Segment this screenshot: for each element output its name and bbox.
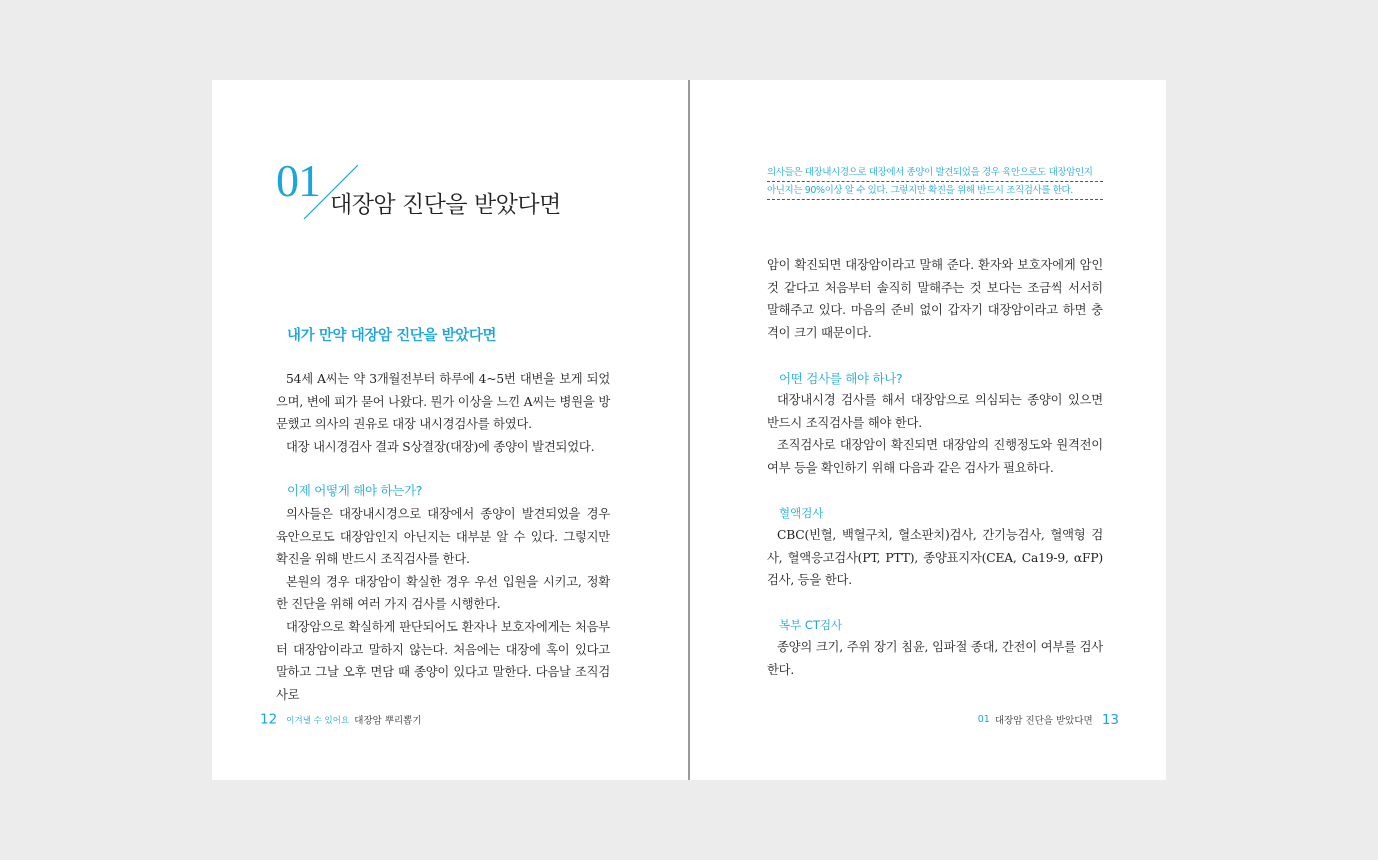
page-number: 12 — [260, 711, 278, 728]
subsection-title-blood-test: 혈액검사 — [779, 506, 824, 520]
paragraph: 본원의 경우 대장암이 확실한 경우 우선 입원을 시키고, 정확한 진단을 위해 여러 가지 검사를 시행한다. — [276, 574, 610, 612]
section2-body — [276, 503, 610, 706]
footer-book-title: 대장암 뿌리뽑기 — [354, 715, 422, 727]
subsection-title-ct-scan: 복부 CT검사 — [779, 618, 843, 632]
ct-scan-body — [767, 636, 1103, 681]
callout-box — [767, 164, 1103, 200]
paragraph: 조직검사로 대장암이 확진되면 대장암의 진행정도와 원격전이 여부 등을 확인하기 위해 다음과 같은 검사가 필요하다. — [767, 438, 1103, 475]
section-title-tests: 어떤 검사를 해야 하나? — [779, 371, 903, 386]
paragraph: 암이 확진되면 대장암이라고 말해 준다. 환자와 보호자에게 암인 것 같다고 처음부터 솔직히 말해주는 것 보다는 조금씩 서서히 말해주고 있다. 마음의 준비 없이 갑자기 대장암이라고 하면 충격이 크기 때문이다. — [767, 258, 1103, 340]
section-title-what-next: 이제 어떻게 해야 하는가? — [287, 483, 423, 498]
paragraph: 의사들은 대장내시경으로 대장에서 종양이 발견되었을 경우 육안으로도 대장암인지 아닌지는 대부분 알 수 있다. 그렇지만 확진을 위해 반드시 조직검사를 한다. — [276, 507, 610, 567]
chapter-number: 01 — [276, 155, 320, 206]
book-spine — [688, 80, 690, 780]
footer-chapter-title: 대장암 진단을 받았다면 — [994, 715, 1093, 727]
blood-test-body — [767, 524, 1103, 592]
paragraph: 54세 A씨는 약 3개월전부터 하루에 4~5번 대변을 보게 되었으며, 변에 피가 묻어 나왔다. 뭔가 이상을 느낀 A씨는 병원을 방문했고 의사의 권유로 대장 내시경검사를 하였다. — [276, 372, 610, 432]
paragraph: 종양의 크기, 주위 장기 침윤, 임파절 종대, 간전이 여부를 검사한다. — [767, 640, 1103, 677]
paragraph: CBC(빈혈, 백혈구치, 혈소판치)검사, 간기능검사, 혈액형 검사, 혈액응고검사(PT, PTT), 종양표지자(CEA, Ca19-9, αFP)검사, 등을 한다. — [767, 528, 1103, 588]
right-page-footer — [978, 709, 1119, 728]
footer-series: 이겨낼 수 있어요 — [286, 715, 350, 726]
footer-chapter-number: 01 — [977, 714, 990, 725]
page-number: 13 — [1101, 711, 1119, 728]
chapter-title: 대장암 진단을 받았다면 — [330, 192, 561, 218]
section3-body — [767, 389, 1103, 479]
section-title-diagnosis: 내가 만약 대장암 진단을 받았다면 — [287, 328, 497, 344]
section1-body — [276, 368, 610, 458]
left-page-footer — [260, 709, 422, 728]
intro-body — [767, 254, 1103, 344]
paragraph: 대장 내시경검사 결과 S상결장(대장)에 종양이 발견되었다. — [286, 439, 595, 454]
callout-line: 의사들은 대장내시경으로 대장에서 종양이 발견되었을 경우 육안으로도 대장암인지 — [767, 164, 1103, 182]
paragraph: 대장암으로 확실하게 판단되어도 환자나 보호자에게는 처음부터 대장암이라고 말하지 않는다. 처음에는 대장에 혹이 있다고 말하고 그날 오후 면담 때 종양이 있다고 말한다. 다음날 조직검사로 — [276, 619, 610, 702]
callout-line: 아닌지는 90%이상 알 수 있다. 그렇지만 확진을 위해 반드시 조직검사를 한다. — [767, 182, 1103, 200]
paragraph: 대장내시경 검사를 해서 대장암으로 의심되는 종양이 있으면 반드시 조직검사를 해야 한다. — [767, 393, 1103, 430]
